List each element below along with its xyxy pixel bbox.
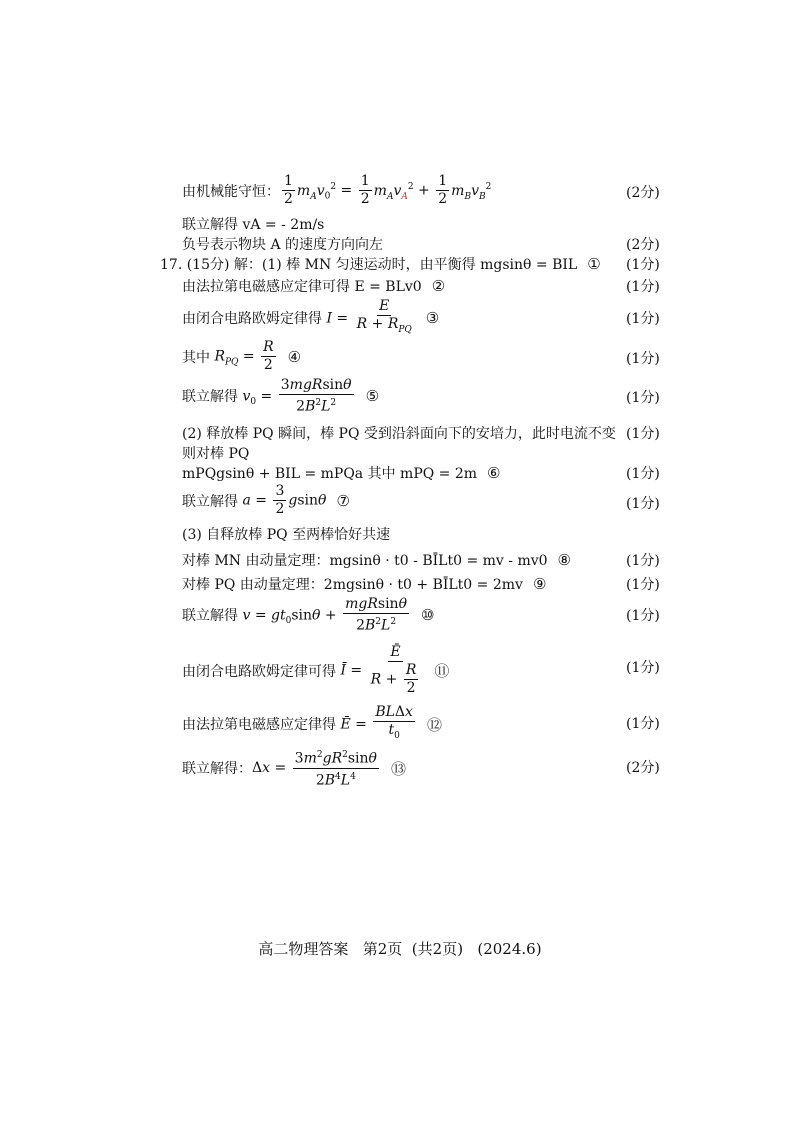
answer-line: (2) 释放棒 PQ 瞬间，棒 PQ 受到沿斜面向下的安培力，此时电流不变 — [182, 426, 616, 442]
score-label: (1分) — [626, 466, 660, 482]
step-marker: ⑫ — [426, 715, 442, 734]
math-formula: Ī = Ē R + $\frac{R}{2}$ — [340, 644, 417, 696]
math-formula: $R_{PQ}$ = $\frac{R}{2}$ — [214, 339, 274, 373]
score-label: (2分) — [626, 185, 660, 201]
answer-line — [182, 484, 350, 517]
step-marker: ③ — [425, 309, 440, 328]
step-marker: ⑩ — [421, 606, 435, 625]
score-label: (1分) — [626, 496, 660, 512]
step-marker: ② — [431, 277, 446, 295]
score-label: (2分) — [626, 237, 660, 253]
line-prefix: 由闭合电路欧姆定律可得 — [182, 663, 336, 680]
line-text: mPQgsinθ + BIL = mPQa 其中 mPQ = 2m — [182, 466, 478, 482]
answer-line — [182, 299, 439, 338]
score-label: (1分) — [626, 257, 660, 273]
line-prefix: 由机械能守恒： — [182, 183, 280, 200]
line-text: 对棒 MN 由动量定理：mgsinθ · t0 - BĪLt0 = mv - mv0 — [182, 553, 548, 569]
math-formula: a = $\frac{3}{2}$ gsinθ — [242, 483, 327, 517]
line-prefix: 联立解得 — [182, 493, 238, 510]
line-prefix: 联立解得 — [182, 608, 238, 625]
score-label: (1分) — [626, 351, 660, 367]
answer-line — [182, 645, 449, 696]
answer-line — [182, 574, 546, 594]
score-label: (1分) — [626, 608, 660, 624]
score-label: (1分) — [626, 279, 660, 295]
score-label: (1分) — [626, 311, 660, 327]
step-marker: ⑪ — [434, 662, 450, 680]
step-marker: ⑬ — [390, 759, 406, 778]
line-prefix: 联立解得 — [182, 389, 238, 406]
step-marker: ⑥ — [487, 464, 501, 482]
score-label: (2分) — [626, 760, 660, 776]
answer-line — [182, 340, 301, 373]
answer-line — [182, 174, 491, 207]
answer-line — [182, 705, 442, 744]
score-label: (1分) — [626, 660, 660, 676]
line-prefix: 其中 — [182, 349, 210, 366]
answer-line — [182, 597, 434, 634]
math-formula: $v_0$ = $\frac{\text{3mgRsinθ}}{2B^2L^2}$ — [242, 377, 352, 415]
answer-line: 则对棒 PQ — [182, 446, 250, 462]
step-marker: ⑨ — [532, 575, 547, 593]
step-marker: ⑦ — [336, 491, 350, 510]
score-label: (1分) — [626, 426, 660, 442]
answer-line: 联立解得 vA = - 2m/s — [182, 217, 325, 233]
score-label: (1分) — [626, 390, 660, 406]
math-formula: Ē = $\frac{\text{BLΔx}}{t_0}$ — [340, 704, 413, 741]
answer-line: (3) 自释放棒 PQ 至两棒恰好共速 — [182, 527, 391, 543]
math-formula: $\frac{1}{2}$ $m_Av_0^2$ = $\frac{1}{2}$ $m_Av_A^2$ + $\frac{1}{2}$ $m_Bv_B^2$ — [284, 173, 492, 207]
step-marker: ⑤ — [365, 387, 380, 406]
score-label: (1分) — [626, 553, 660, 569]
math-formula: $v = gt_0\sin\theta$ + $\frac{\text{mgRsinθ}}{2B^2L^2}$ — [242, 596, 408, 634]
score-label: (1分) — [626, 577, 660, 593]
answer-line — [182, 276, 445, 296]
line-prefix: 由闭合电路欧姆定律得 — [182, 311, 322, 328]
answer-line — [182, 748, 406, 788]
line-prefix: 联立解得： — [182, 761, 252, 778]
answer-line — [182, 378, 379, 415]
answer-line — [182, 550, 571, 570]
step-marker: ① — [587, 255, 601, 273]
line-text: 17. (15分) 解：(1) 棒 MN 匀速运动时，由平衡得 mgsinθ = BIL — [160, 257, 578, 273]
line-text: 对棒 PQ 由动量定理：2mgsinθ · t0 + BĪLt0 = 2mv — [182, 577, 523, 593]
math-formula: Δx = $\frac{3m^2gR^2\sin\theta}{2B^4L^4}$ — [252, 750, 377, 789]
answer-line — [182, 463, 500, 483]
math-formula: I = $\frac{E}{R + R_{PQ}}$ — [326, 298, 412, 335]
page-footer: 高二物理答案 第2页 (共2页) (2024.6) — [258, 940, 542, 958]
line-prefix: 由法拉第电磁感应定律得 — [182, 717, 336, 734]
line-text: 由法拉第电磁感应定律可得 E = BLv0 — [182, 279, 422, 295]
step-marker: ④ — [287, 347, 302, 366]
step-marker: ⑧ — [557, 551, 571, 569]
answer-line: 负号表示物块 A 的速度方向向左 — [182, 237, 384, 253]
score-label: (1分) — [626, 716, 660, 732]
question-17-line — [160, 254, 601, 274]
